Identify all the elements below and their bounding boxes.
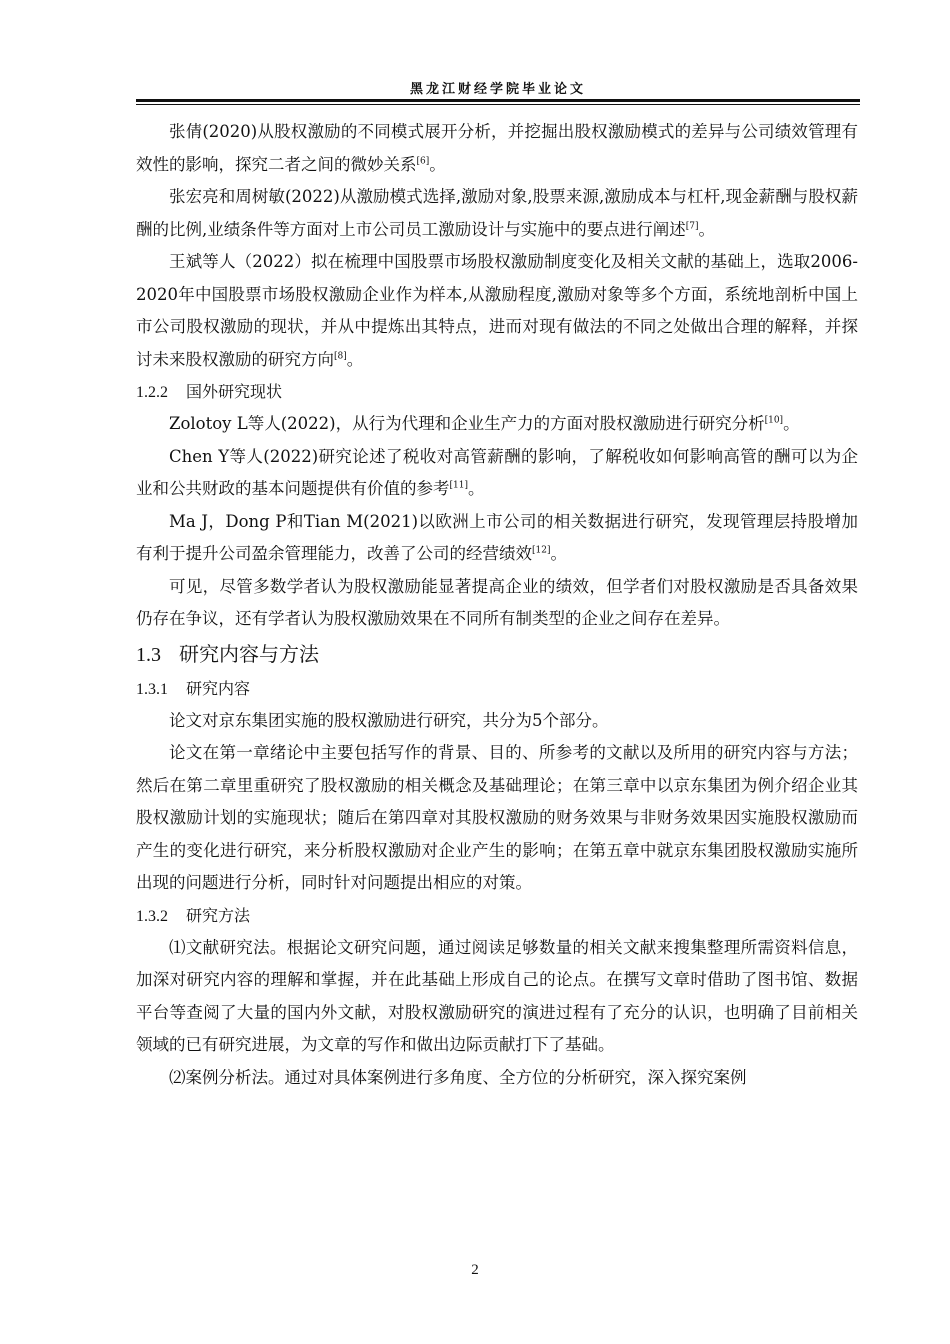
paragraph: 张倩(2020)从股权激励的不同模式展开分析，并挖掘出股权激励模式的差异与公司绩效管理有效性的影响，探究二者之间的微妙关系[6]。 [136, 122, 858, 174]
section-heading-1-2-2: 1.2.2 国外研究现状 [136, 382, 283, 401]
paragraph: 论文在第一章绪论中主要包括写作的背景、目的、所参考的文献以及所用的研究内容与方法；然后在第二章里重研究了股权激励的相关概念及基础理论；在第三章中以京东集团为例介绍企业其股权激励计划的实施现状；随后在第四章对其股权激励的财务效果与非财务效果因实施股权激励而产生的变化进行研究，来分析股权激励对企业产生的影响；在第五章中就京东集团股权激励实施所出现的问题进行分析，同时针对问题提出相应的对策。 [136, 743, 858, 892]
paragraph: Chen Y等人(2022)研究论述了税收对高管薪酬的影响，了解税收如何影响高管的酬可以为企业和公共财政的基本问题提供有价值的参考[11]。 [136, 446, 858, 498]
paragraph: 王斌等人（2022）拟在梳理中国股票市场股权激励制度变化及相关文献的基础上，选取2006-2020年中国股票市场股权激励企业作为样本,从激励程度,激励对象等多个方面，系统地剖析中国上市公司股权激励的现状，并从中提炼出其特点，进而对现有做法的不同之处做出合理的解释，并探讨未来股权激励的研究方向[8]。 [136, 252, 858, 369]
page-header-title: 黑龙江财经学院毕业论文 [409, 82, 586, 97]
section-heading-1-3: 1.3 研究内容与方法 [136, 641, 319, 666]
paragraph: 可见，尽管多数学者认为股权激励能显著提高企业的绩效，但学者们对股权激励是否具备效果仍存在争议，还有学者认为股权激励效果在不同所有制类型的企业之间存在差异。 [136, 576, 858, 628]
paragraph: Zolotoy L等人(2022)，从行为代理和企业生产力的方面对股权激励进行研究分析[10]。 [169, 414, 800, 433]
section-heading-1-3-2: 1.3.2 研究方法 [136, 905, 251, 925]
header-rule-thick [136, 99, 860, 102]
paragraph: 论文对京东集团实施的股权激励进行研究，共分为5个部分。 [169, 710, 609, 730]
page-number: 2 [471, 1262, 479, 1278]
paragraph: ⑴文献研究法。根据论文研究问题，通过阅读足够数量的相关文献来搜集整理所需资料信息，加深对研究内容的理解和掌握，并在此基础上形成自己的论点。在撰写文章时借助了图书馆、数据平台等查阅了大量的国内外文献，对股权激励研究的演进过程有了充分的认识，也明确了目前相关领域的已有研究进展，为文章的写作和做出边际贡献打下了基础。 [136, 937, 858, 1054]
header-rule-thin [136, 104, 860, 105]
paragraph: 张宏亮和周树敏(2022)从激励模式选择,激励对象,股票来源,激励成本与杠杆,现金薪酬与股权薪酬的比例,业绩条件等方面对上市公司员工激励设计与实施中的要点进行阐述[7]。 [136, 187, 858, 239]
paragraph: Ma J，Dong P和Tian M(2021)以欧洲上市公司的相关数据进行研究，发现管理层持股增加有利于提升公司盈余管理能力，改善了公司的经营绩效[12]。 [136, 511, 858, 563]
citation: [8] [334, 351, 347, 361]
citation: [7] [685, 221, 699, 231]
citation: [10] [764, 415, 784, 426]
paragraph: ⑵案例分析法。通过对具体案例进行多角度、全方位的分析研究，深入探究案例 [169, 1067, 747, 1087]
citation: [12] [532, 545, 551, 556]
citation: [6] [416, 156, 430, 166]
section-heading-1-3-1: 1.3.1 研究内容 [136, 678, 251, 698]
citation: [11] [449, 480, 468, 491]
document-body [136, 116, 858, 1094]
